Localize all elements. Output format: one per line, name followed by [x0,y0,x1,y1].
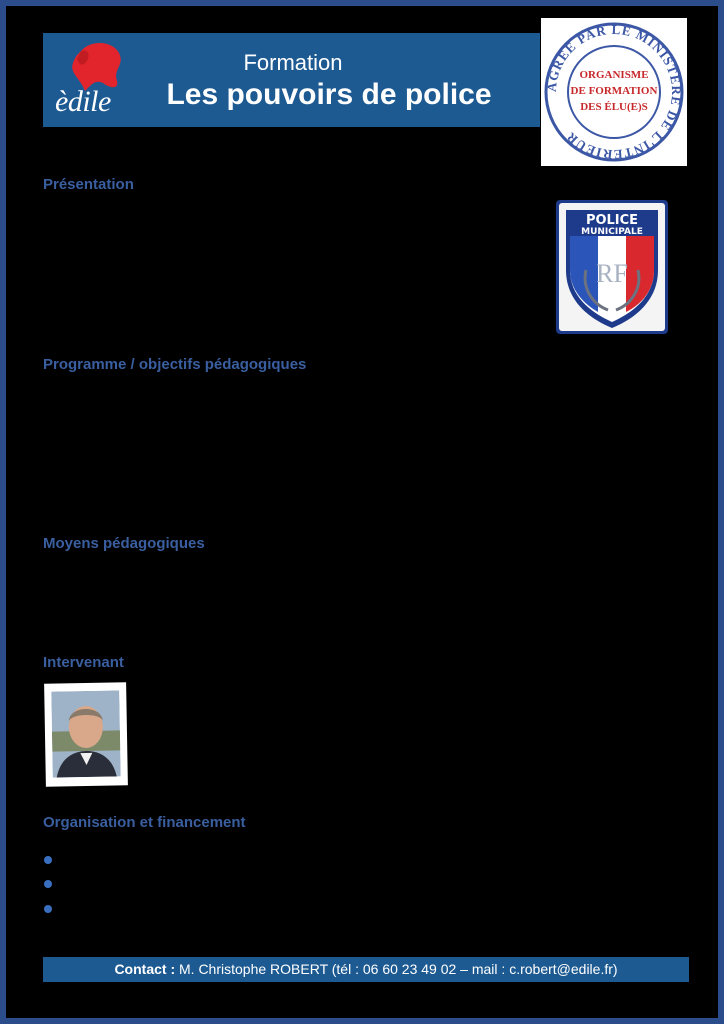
page-title: Les pouvoirs de police [166,78,492,111]
badge-line-1: POLICE [585,213,639,228]
logo-text: èdile [55,85,111,118]
heading-intervenant: Intervenant [43,654,124,671]
contact-label: Contact : [114,961,176,977]
approval-stamp [541,18,687,166]
stamp-line-2: DE FORMATION [570,85,658,97]
stamp-line-1: ORGANISME [579,69,649,81]
stamp-line-3: DES ÉLU(E)S [580,101,648,113]
heading-presentation: Présentation [43,176,134,193]
header-subtitle: Formation [243,50,343,75]
contact-details: M. Christophe ROBERT (tél : 06 60 23 49 02 – mail : c.robert@edile.fr) [175,961,618,977]
heading-moyens: Moyens pédagogiques [43,535,205,552]
bullet-point [44,880,52,888]
badge-monogram: RF [596,259,628,288]
header-banner [43,33,540,127]
heading-programme: Programme / objectifs pédagogiques [43,356,307,373]
contact-bar [43,957,689,982]
stamp-seal-icon [541,18,687,166]
person-avatar-icon [51,690,120,777]
bullet-point [44,905,52,913]
speaker-photo [44,682,128,786]
bullet-point [44,856,52,864]
heading-organisation: Organisation et financement [43,814,246,831]
police-municipale-badge [556,200,668,334]
stamp-arc-text: AGRÉÉ PAR LE MINISTÈRE DE L'INTÉRIEUR [543,21,685,163]
badge-line-2: MUNICIPALE [581,227,643,237]
